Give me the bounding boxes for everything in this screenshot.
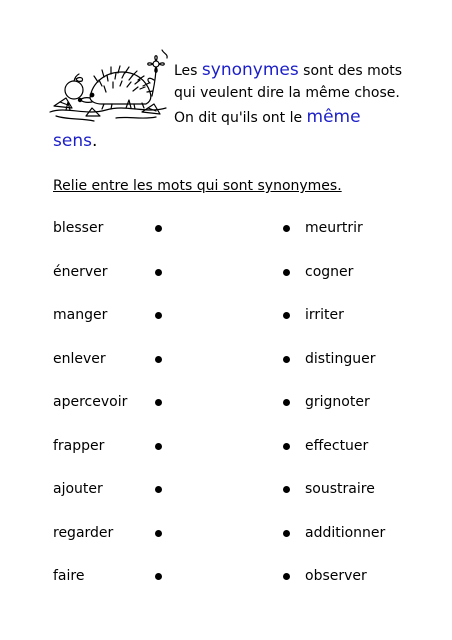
right-bullet[interactable]: [283, 573, 290, 580]
left-word: manger: [53, 307, 108, 323]
intro-text: sont des mots: [298, 63, 403, 79]
right-bullet[interactable]: [283, 356, 290, 363]
right-bullet[interactable]: [283, 486, 290, 493]
right-word: meurtrir: [305, 220, 363, 236]
right-word: grignoter: [305, 394, 370, 410]
right-bullet[interactable]: [283, 399, 290, 406]
right-word: effectuer: [305, 437, 369, 454]
exercise-instruction: Relie entre les mots qui sont synonymes.: [53, 178, 342, 194]
left-word: apercevoir: [53, 394, 128, 410]
left-bullet[interactable]: [155, 530, 162, 537]
right-word: soustraire: [305, 481, 375, 497]
right-bullet[interactable]: [283, 530, 290, 537]
left-bullet[interactable]: [155, 356, 162, 363]
left-word: enlever: [53, 350, 106, 367]
intro-line-1: [174, 61, 402, 80]
left-bullet[interactable]: [155, 312, 162, 319]
left-bullet[interactable]: [155, 225, 162, 232]
left-bullet[interactable]: [155, 399, 162, 406]
right-word: irriter: [305, 307, 344, 323]
intro-text: .: [91, 131, 98, 151]
left-bullet[interactable]: [155, 486, 162, 493]
right-bullet[interactable]: [283, 225, 290, 232]
right-word: distinguer: [305, 350, 376, 367]
intro-text: On dit qu'ils ont le: [174, 110, 307, 126]
keyword-meme: même: [306, 107, 361, 127]
left-word: frapper: [53, 437, 105, 454]
right-bullet[interactable]: [283, 443, 290, 450]
intro-line-4: [53, 131, 97, 151]
intro-line-3: [174, 108, 361, 127]
left-word: regarder: [53, 524, 114, 541]
left-bullet[interactable]: [155, 443, 162, 450]
right-bullet[interactable]: [283, 269, 290, 276]
keyword-synonymes: synonymes: [201, 60, 299, 80]
left-word: blesser: [53, 220, 104, 236]
hedgehog-illustration: [46, 46, 170, 124]
left-bullet[interactable]: [155, 573, 162, 580]
right-word: cogner: [305, 263, 354, 280]
right-word: observer: [305, 568, 367, 584]
intro-text: Les: [174, 63, 202, 79]
left-word: faire: [53, 568, 85, 584]
keyword-sens: sens: [53, 131, 92, 151]
left-bullet[interactable]: [155, 269, 162, 276]
intro-line-2: qui veulent dire la même chose.: [174, 85, 400, 101]
right-word: additionner: [305, 524, 386, 541]
right-bullet[interactable]: [283, 312, 290, 319]
left-word: énerver: [53, 263, 108, 280]
left-word: ajouter: [53, 481, 103, 497]
